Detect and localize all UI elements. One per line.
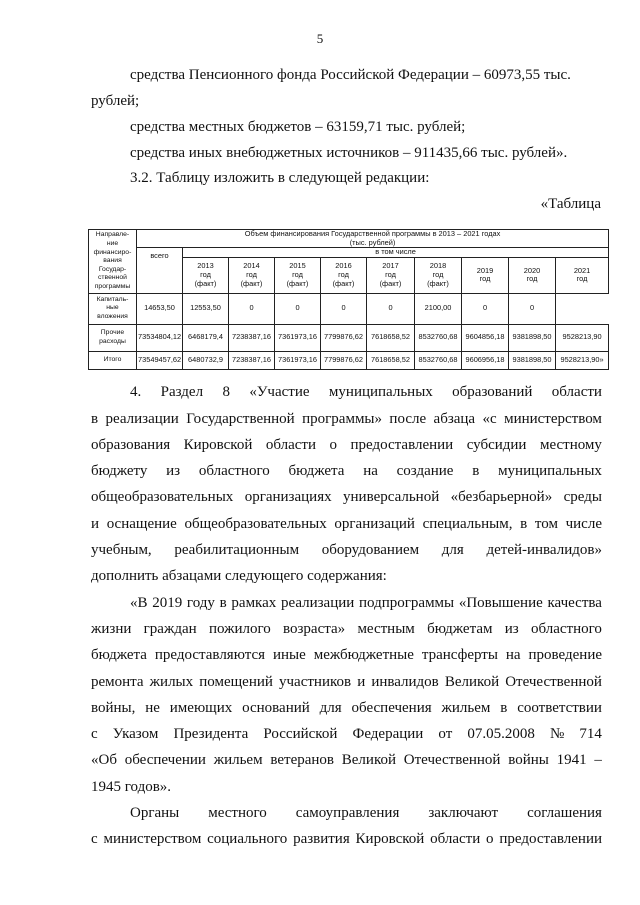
word: Кировской [183,437,253,453]
table-including-header: в том числе [183,248,609,258]
word: организациях [244,489,332,505]
word: бюджета [288,463,345,479]
word: среды [563,489,602,505]
word: имеющих [169,700,233,716]
table-year-header: 2015 год (факт) [275,257,321,293]
word: областного [531,621,602,637]
word: предоставлении [350,437,454,453]
word: областного [198,463,270,479]
table-year-header: 2014 год (факт) [229,257,275,293]
table-cell: 0 [275,293,321,324]
word: в [520,516,528,532]
text-line [91,620,602,638]
table-cell: 7618658,52 [367,324,415,351]
word: на [505,647,521,663]
table-cell: 7799876,62 [321,324,367,351]
word: обеспечения [351,700,432,716]
word: и [91,516,100,532]
table-cell: 0 [462,293,509,324]
word: универсальной [343,489,440,505]
word: из [504,621,519,637]
word: «безбарьерной» [450,489,553,505]
word: числе [565,516,602,532]
word: соглашения [527,805,602,821]
word: оснащение [106,516,177,532]
text-line [91,673,602,691]
word: помещений [199,674,273,690]
table-cell: 0 [229,293,275,324]
word: 8 [222,384,230,400]
word: после [389,411,427,427]
word: межбюджетные [313,647,414,663]
table-cell: 14653,50 [137,293,183,324]
table-cell: 7238387,16 [229,351,275,369]
word: в [219,595,227,611]
word: самоуправления [295,805,400,821]
word: муниципальных [328,384,433,400]
table-cell: 8532760,68 [415,351,462,369]
word: развития [293,831,350,847]
word: области [430,831,481,847]
text-line [91,699,602,717]
table-cell: 9381898,50 [509,351,556,369]
word: детей-инвалидов» [486,542,602,558]
text-line: средства местных бюджетов – 63159,71 тыс. рублей; [130,119,466,135]
table-year-header: 2020 год [509,257,556,293]
word: качества [547,595,602,611]
word: подпрограммы [359,595,455,611]
table-cell: 9528213,90 [556,324,609,351]
word: министерством [504,411,602,427]
text-line [130,383,602,401]
word: Отечественной [403,752,501,768]
table-year-header: 2018 год (факт) [415,257,462,293]
table-row-label: Прочие расходы [89,324,137,351]
word: оснований [242,700,310,716]
table-year-header: 2019 год [462,257,509,293]
word: жизни [91,621,132,637]
word: области [265,437,317,453]
word: году [186,595,215,611]
table-year-header: 2016 год (факт) [321,257,367,293]
word: соответствии [517,700,602,716]
word: субсидии [466,437,527,453]
word: инвалидов [371,674,439,690]
text-line [91,646,602,664]
word: создание [396,463,454,479]
word: 07.05.2008 [467,726,535,742]
table-row-label: Итого [89,351,137,369]
word: образований [452,384,533,400]
text-line [91,541,602,559]
text-line [130,594,602,612]
word: «Участие [249,384,310,400]
word: в [91,411,99,427]
table-cell: 9606956,18 [462,351,509,369]
table-year-header: 2021 год [556,257,609,293]
text-line: средства иных внебюджетных источников – 911435,66 тыс. рублей». [130,145,568,161]
table-cell: 7361973,16 [275,351,321,369]
table-row [89,324,609,351]
table-year-header: 2017 год (факт) [367,257,415,293]
word: местным [357,621,415,637]
word: не [145,700,160,716]
table-cell: 6480732,9 [183,351,229,369]
word: трансферты [421,647,498,663]
table-cell: 73549457,62 [137,351,183,369]
word: для [441,542,464,558]
word: области [551,384,602,400]
word: участников [279,674,352,690]
table-cell: 7799876,62 [321,351,367,369]
text-line [91,410,602,428]
text-line: 3.2. Таблицу изложить в следующей редакции: [130,170,430,186]
word: для [319,700,342,716]
word: из [166,463,181,479]
table-cell: 6468179,4 [183,324,229,351]
table-caption: «Таблица [540,196,601,212]
text-line [130,804,602,822]
table-year-header: 2013 год (факт) [183,257,229,293]
table-row-label: Капиталь- ные вложения [89,293,137,324]
word: министерством [103,831,202,847]
word: от [438,726,453,742]
word: специальным, [422,516,513,532]
table-row [89,351,609,369]
word: заключают [428,805,499,821]
word: с [91,726,98,742]
word: «с [482,411,497,427]
word: Органы [130,805,180,821]
word: программы» [302,411,383,427]
word: Указом [112,726,159,742]
table-cell: 9381898,50 [509,324,556,351]
word: Государственной [186,411,295,427]
word: том [534,516,558,532]
word: предоставляются [154,647,266,663]
word: «Об [91,752,117,768]
word: рамках [231,595,277,611]
word: местному [539,437,602,453]
word: 1941 [556,752,587,768]
word: «В [130,595,148,611]
text-line [91,462,602,480]
word: Великой [341,752,396,768]
word: муниципальных [498,463,602,479]
word: реализации [280,595,355,611]
word: в [472,463,480,479]
table-cell: 7361973,16 [275,324,321,351]
word: оборудованием [321,542,420,558]
word: иные [272,647,306,663]
word: жильем [213,752,263,768]
text-line [91,725,602,743]
word: граждан [143,621,197,637]
word: жильем [441,700,491,716]
word: реализации [105,411,179,427]
table-cell: 9604856,18 [462,324,509,351]
word: возраста» [283,621,346,637]
word: ремонта [91,674,144,690]
word: ветеранов [270,752,334,768]
word: социального [207,831,288,847]
word: образования [91,437,171,453]
page-number: 5 [316,31,324,46]
word: обеспечении [124,752,206,768]
word: пожилого [208,621,271,637]
word: абзаца [433,411,476,427]
table-cell: 7238387,16 [229,324,275,351]
word: Отечественной [505,674,602,690]
word: 714 [579,726,602,742]
word: реабилитационным [174,542,300,558]
word: Раздел [160,384,204,400]
word: проведение [528,647,602,663]
word: с [91,831,98,847]
table-cell: 8532760,68 [415,324,462,351]
table-cell: 9528213,90» [556,351,609,369]
table-cell: 0 [509,293,556,324]
word: учебным, [91,542,152,558]
table-row [89,293,609,324]
word: о [486,831,494,847]
word: местного [208,805,267,821]
word: Российской [263,726,338,742]
table-cell: 2100,00 [415,293,462,324]
table-cell: 12553,50 [183,293,229,324]
word: на [363,463,378,479]
word: организаций [334,516,415,532]
text-line: средства Пенсионного фонда Российской Федерации – 60973,55 тыс. [130,67,571,83]
word: № [550,726,565,742]
word: Кировской [355,831,425,847]
table-total-header: всего [137,248,183,294]
table-cell: 73534804,12 [137,324,183,351]
text-line [91,830,602,848]
text-line: 1945 годов». [91,779,172,795]
text-line: рублей; [91,93,140,109]
word: Великой [444,674,500,690]
word: войны [508,752,549,768]
word: бюджета [91,647,147,663]
text-line [91,751,602,769]
word: – [594,752,602,768]
word: бюджетам [427,621,493,637]
word: общеобразовательных [184,516,327,532]
word: в [500,700,508,716]
table-cell: 7618658,52 [367,351,415,369]
word: общеобразовательных [91,489,234,505]
word: 2019 [152,595,183,611]
word: предоставлении [499,831,602,847]
word: о [329,437,338,453]
word: жилых [149,674,194,690]
word: и [357,674,366,690]
word: Президента [173,726,249,742]
financing-table [88,229,609,370]
word: «Повышение [458,595,543,611]
text-line: дополнить абзацами следующего содержания: [91,568,387,584]
word: Федерации [352,726,424,742]
word: 4. [130,384,142,400]
word: бюджету [91,463,148,479]
table-cell: 0 [367,293,415,324]
text-line [91,436,602,454]
table-corner-header: Направле- ние финансиро- вания Государ- ственной программы [89,230,137,294]
word: войны, [91,700,136,716]
text-line [91,515,602,533]
table-main-header: Объем финансирования Государственной программы в 2013 – 2021 годах (тыс. рублей) [137,230,609,248]
text-line [91,488,602,506]
table-cell: 0 [321,293,367,324]
